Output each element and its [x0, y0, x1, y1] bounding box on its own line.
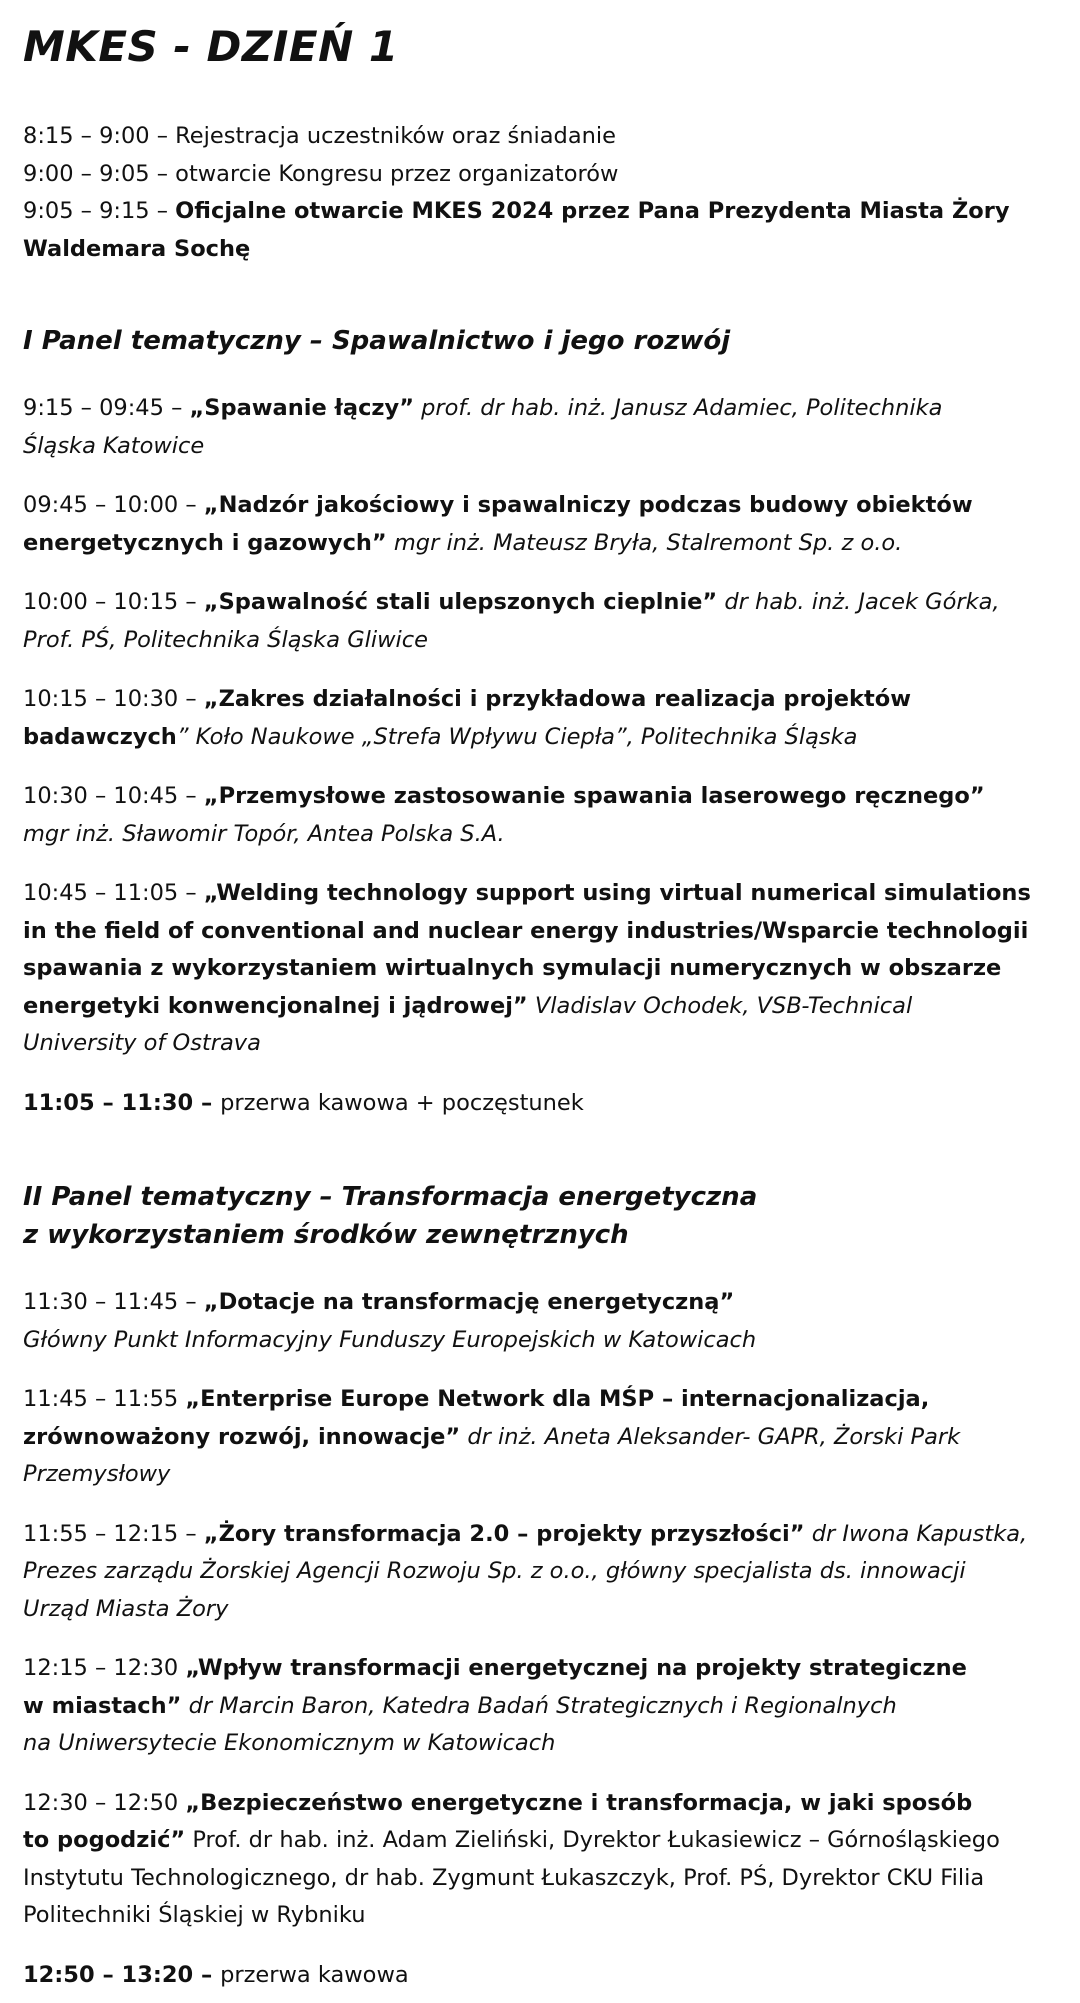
talk-speaker: Instytutu Technologicznego, dr hab. Zygmunt Łukaszczyk, Prof. PŚ, Dyrektor CKU Filia	[23, 1864, 985, 1891]
intro-item	[23, 193, 1060, 231]
break-text: przerwa kawowa + poczęstunek	[220, 1089, 584, 1116]
talk-item	[23, 875, 1060, 1063]
intro-text: Rejestracja uczestników oraz śniadanie	[175, 123, 616, 149]
break-text: przerwa kawowa	[220, 1961, 409, 1988]
talk-time: 11:30 – 11:45 –	[23, 1289, 204, 1315]
talk-title: to pogodzić”	[23, 1827, 186, 1853]
talk-item	[23, 681, 1060, 756]
talk-speaker: dr Iwona Kapustka,	[804, 1520, 1028, 1547]
talk-speaker: Prezes zarządu Żorskiej Agencji Rozwoju Sp. z o.o., główny specjalista ds. innowacji	[23, 1558, 966, 1584]
talk-title: „Wpływ transformacji energetycznej na projekty strategiczne	[185, 1655, 967, 1681]
talk-time: 10:00 – 10:15 –	[23, 589, 204, 615]
talk-title: „Bezpieczeństwo energetyczne i transformacja, w jaki sposób	[185, 1789, 973, 1816]
intro-text: Oficjalne otwarcie MKES 2024 przez Pana Prezydenta Miasta Żory	[175, 198, 1010, 224]
talk-speaker: dr Marcin Baron, Katedra Badań Strategicznych i Regionalnych	[181, 1692, 897, 1719]
talk-item	[23, 584, 1060, 659]
intro-time: 9:00 – 9:05 –	[23, 160, 176, 187]
break-item	[23, 1085, 1060, 1123]
talk-item	[23, 390, 1060, 465]
intro-item	[23, 118, 1060, 156]
talk-speaker: Urząd Miasta Żory	[23, 1595, 229, 1622]
talk-time: 12:15 – 12:30	[23, 1655, 186, 1681]
talk-item	[23, 1516, 1060, 1629]
talk-title: energetyki konwencjonalnej i jądrowej”	[23, 992, 528, 1019]
talk-item	[23, 778, 1060, 853]
talk-time: 11:55 – 12:15 –	[23, 1520, 204, 1547]
talk-title: spawania z wykorzystaniem wirtualnych symulacji numerycznych w obszarze	[23, 955, 1002, 981]
talk-time: 12:30 – 12:50	[23, 1789, 186, 1816]
talk-time: 10:30 – 10:45 –	[23, 783, 204, 809]
talk-time: 09:45 – 10:00 –	[23, 492, 204, 518]
talk-title: „Welding technology support using virtual numerical simulations	[203, 880, 1031, 906]
talk-time: 10:45 – 11:05 –	[23, 880, 204, 906]
panel2-talks	[23, 1284, 1060, 1994]
intro-item-continued: Waldemara Sochę	[23, 235, 251, 262]
talk-time: 11:45 – 11:55	[23, 1386, 186, 1412]
intro-item	[23, 156, 1060, 194]
break-time: 12:50 – 13:20 –	[23, 1961, 221, 1988]
talk-speaker: mgr inż. Mateusz Bryła, Stalremont Sp. z o.o.	[386, 529, 903, 556]
talk-speaker: Vladislav Ochodek, VSB-Technical	[527, 992, 913, 1019]
talk-speaker: University of Ostrava	[23, 1030, 261, 1056]
talk-speaker: Politechniki Śląskiej w Rybniku	[23, 1902, 366, 1928]
panel1-talks	[23, 390, 1060, 1122]
intro-time: 8:15 – 9:00 –	[23, 123, 176, 149]
talk-title: „Nadzór jakościowy i spawalniczy podczas budowy obiektów	[203, 492, 973, 518]
talk-item	[23, 1284, 1060, 1359]
intro-time: 9:05 – 9:15 –	[23, 198, 176, 224]
talk-title: „Spawanie łączy”	[189, 395, 414, 421]
break-time: 11:05 – 11:30 –	[23, 1089, 221, 1116]
talk-speaker: na Uniwersytecie Ekonomicznym w Katowicach	[23, 1730, 556, 1756]
talk-speaker: Prof. PŚ, Politechnika Śląska Gliwice	[23, 626, 428, 653]
talk-speaker: dr hab. inż. Jacek Górka,	[717, 589, 1000, 615]
talk-speaker: prof. dr hab. inż. Janusz Adamiec, Politechnika	[413, 395, 943, 421]
panel2-title: II Panel tematyczny – Transformacja energetyczna z wykorzystaniem środków zewnętrznych	[23, 1182, 758, 1250]
intro-schedule	[23, 118, 1060, 268]
talk-title: „Spawalność stali ulepszonych cieplnie”	[203, 589, 718, 615]
talk-speaker: Główny Punkt Informacyjny Funduszy Europejskich w Katowicach	[23, 1326, 757, 1353]
intro-text: otwarcie Kongresu przez organizatorów	[175, 160, 619, 187]
talk-title: zrównoważony rozwój, innowacje”	[23, 1423, 461, 1450]
talk-title: „Żory transformacja 2.0 – projekty przyszłości”	[203, 1520, 805, 1547]
talk-title: „Zakres działalności i przykładowa realizacja projektów	[203, 686, 911, 712]
talk-title: „Przemysłowe zastosowanie spawania laserowego ręcznego”	[203, 783, 985, 809]
talk-title: energetycznych i gazowych”	[23, 529, 387, 556]
talk-title: w miastach”	[23, 1692, 182, 1719]
talk-speaker: Prof. dr hab. inż. Adam Zieliński, Dyrektor Łukasiewicz – Górnośląskiego	[185, 1827, 1000, 1853]
talk-title: „Dotacje na transformację energetyczną”	[203, 1289, 735, 1315]
talk-time: 9:15 – 09:45 –	[23, 395, 190, 421]
panel1-title: I Panel tematyczny – Spawalnictwo i jego rozwój	[23, 326, 731, 356]
talk-item	[23, 1650, 1060, 1763]
talk-speaker: ” Koło Naukowe „Strefa Wpływu Ciepła”, Politechnika Śląska	[176, 723, 858, 750]
talk-item	[23, 487, 1060, 562]
talk-speaker: Przemysłowy	[23, 1461, 171, 1487]
talk-title: „Enterprise Europe Network dla MŚP – internacjonalizacja,	[185, 1386, 930, 1412]
talk-item	[23, 1785, 1060, 1935]
talk-item	[23, 1381, 1060, 1494]
talk-time: 10:15 – 10:30 –	[23, 686, 204, 712]
page-title: MKES - DZIEŃ 1	[23, 22, 399, 71]
talk-speaker: mgr inż. Sławomir Topór, Antea Polska S.A.	[23, 820, 505, 847]
talk-title: badawczych	[23, 723, 177, 750]
talk-speaker: Śląska Katowice	[23, 432, 205, 459]
talk-speaker: dr inż. Aneta Aleksander- GAPR, Żorski Park	[460, 1423, 961, 1450]
break-item	[23, 1957, 1060, 1995]
talk-title: in the field of conventional and nuclear energy industries/Wsparcie technologii	[23, 917, 1029, 944]
